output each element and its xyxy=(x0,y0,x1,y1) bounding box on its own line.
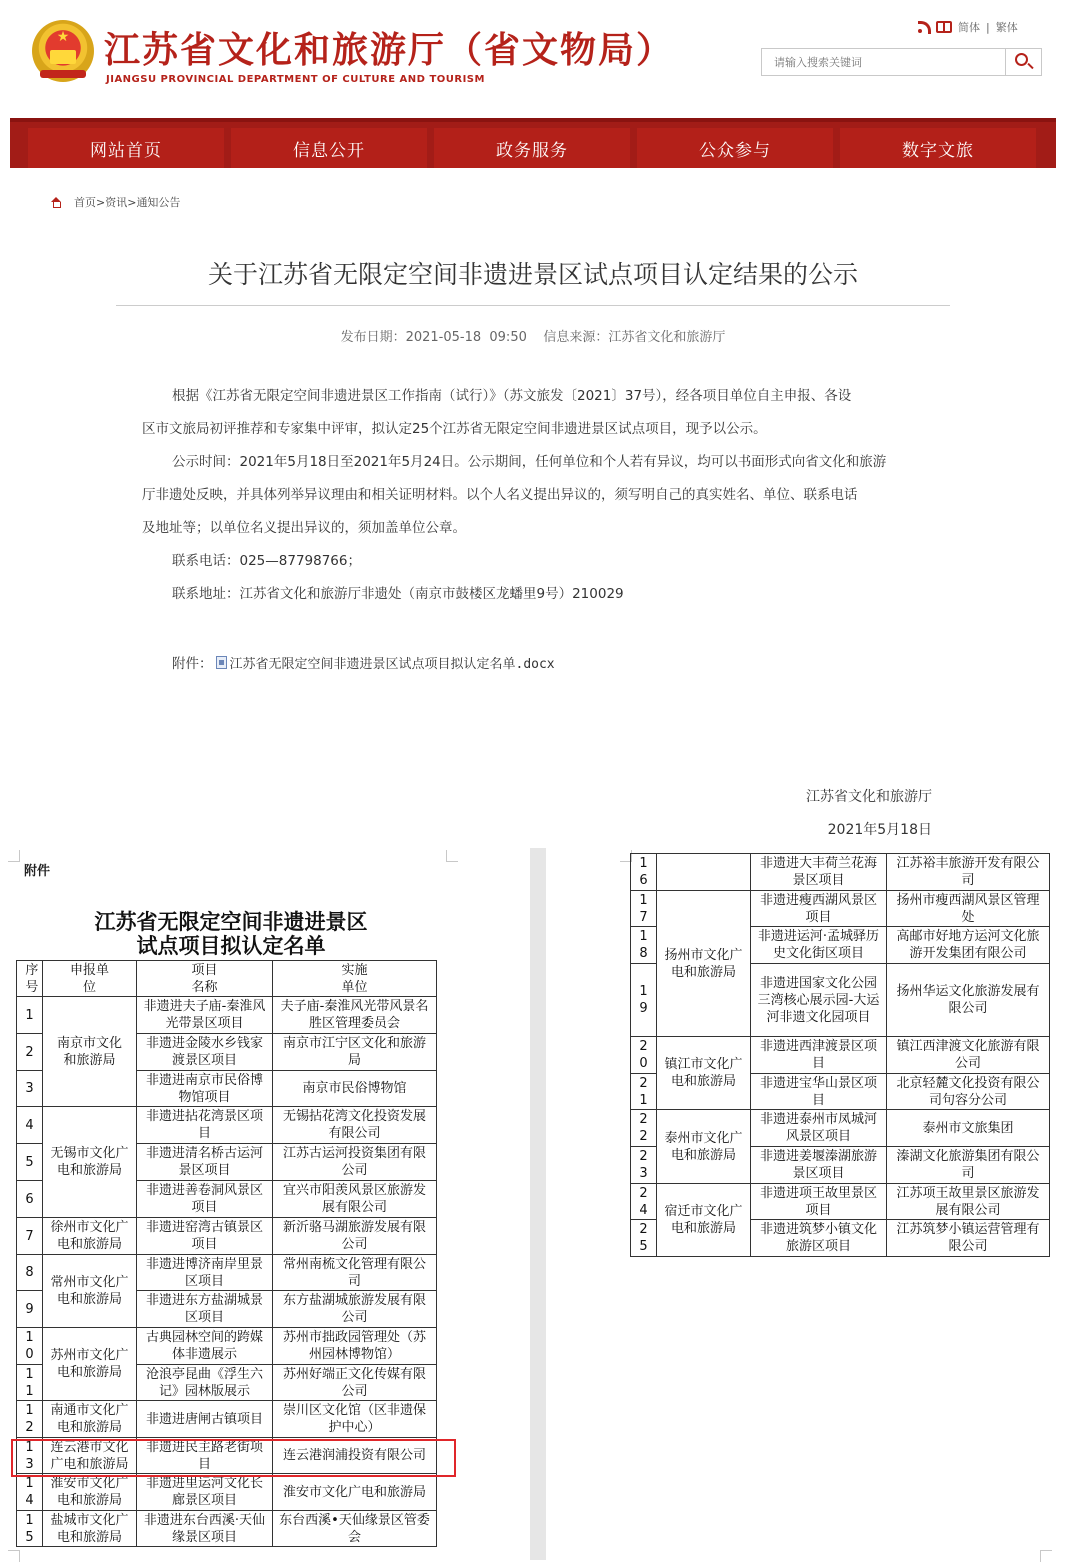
info-source: 信息来源：江苏省文化和旅游厅 xyxy=(543,330,726,345)
row-seq: 20 xyxy=(631,1037,657,1074)
impl-cell: 扬州华运文化旅游发展有限公司 xyxy=(887,964,1050,1037)
impl-cell: 无锡拈花湾文化投资发展有限公司 xyxy=(273,1107,437,1144)
row-seq: 1 xyxy=(17,997,43,1034)
publish-date: 发布日期：2021-05-18 09:50 xyxy=(340,330,527,345)
row-seq: 17 xyxy=(631,891,657,927)
project-cell: 非遗进清名桥古运河景区项目 xyxy=(137,1144,273,1181)
search-box xyxy=(761,48,1042,76)
row-seq: 3 xyxy=(17,1071,43,1107)
project-cell: 非遗进泰州市凤城河风景区项目 xyxy=(751,1110,887,1147)
impl-cell: 江苏古运河投资集团有限公司 xyxy=(273,1144,437,1181)
table-row xyxy=(631,1110,1050,1147)
table-row xyxy=(17,1107,437,1144)
paragraph-line: 厅非遗处反映，并具体列举异议理由和相关证明材料。以个人名义提出异议的，须写明自己的真实姓名、单位、联系电话 xyxy=(142,487,858,503)
table-row xyxy=(631,1184,1050,1220)
table-row xyxy=(17,997,437,1034)
project-cell: 非遗进大丰荷兰花海景区项目 xyxy=(751,854,887,891)
project-cell: 非遗进夫子庙-秦淮风光带景区项目 xyxy=(137,997,273,1034)
signature-date: 2021年5月18日 xyxy=(827,822,932,838)
document-label: 附件 xyxy=(24,864,51,879)
unit-cell: 徐州市文化广电和旅游局 xyxy=(43,1218,137,1255)
impl-cell: 北京轻麓文化投资有限公司句容分公司 xyxy=(887,1074,1050,1110)
crop-mark xyxy=(8,1550,20,1562)
impl-cell: 崇川区文化馆（区非遗保护中心） xyxy=(273,1401,437,1438)
breadcrumb-home[interactable]: 首页 xyxy=(74,196,96,209)
row-seq: 13 xyxy=(17,1438,43,1474)
row-seq: 23 xyxy=(631,1147,657,1184)
lang-traditional[interactable]: 繁体 xyxy=(995,21,1018,34)
impl-cell: 淮安市文化广电和旅游局 xyxy=(273,1474,437,1511)
row-seq: 10 xyxy=(17,1328,43,1365)
attachment-label: 附件： xyxy=(172,656,213,672)
project-cell: 非遗进拈花湾景区项目 xyxy=(137,1107,273,1144)
impl-cell: 常州南梳文化管理有限公司 xyxy=(273,1255,437,1291)
lang-simplified[interactable]: 简体 xyxy=(958,21,980,34)
impl-cell: 新沂骆马湖旅游发展有限公司 xyxy=(273,1218,437,1255)
document-title: 江苏省无限定空间非遗进景区 xyxy=(94,909,368,934)
row-seq: 15 xyxy=(17,1511,43,1547)
header-impl: 实施单位 xyxy=(273,961,437,997)
impl-cell: 镇江西津渡文化旅游有限公司 xyxy=(887,1037,1050,1074)
table-row xyxy=(17,1511,437,1547)
signature-org: 江苏省文化和旅游厅 xyxy=(806,789,932,805)
impl-cell: 东方盐湖城旅游发展有限公司 xyxy=(273,1291,437,1328)
unit-cell: 镇江市文化广电和旅游局 xyxy=(657,1037,751,1110)
unit-cell: 无锡市文化广电和旅游局 xyxy=(43,1107,137,1218)
unit-cell: 苏州市文化广电和旅游局 xyxy=(43,1328,137,1401)
project-cell: 非遗进窑湾古镇景区项目 xyxy=(137,1218,273,1255)
document-icon xyxy=(216,656,227,669)
unit-cell: 连云港市文化广电和旅游局 xyxy=(43,1438,137,1474)
nav-public-participation[interactable]: 公众参与 xyxy=(637,128,833,168)
title-divider xyxy=(116,305,950,306)
project-cell: 非遗进南京市民俗博物馆项目 xyxy=(137,1071,273,1107)
row-seq: 8 xyxy=(17,1255,43,1291)
impl-cell: 江苏裕丰旅游开发有限公司 xyxy=(887,854,1050,891)
nav-gov-service[interactable]: 政务服务 xyxy=(434,128,630,168)
breadcrumb xyxy=(50,194,180,210)
unit-cell: 泰州市文化广电和旅游局 xyxy=(657,1110,751,1184)
row-seq: 5 xyxy=(17,1144,43,1181)
crop-mark xyxy=(8,850,20,862)
row-seq: 12 xyxy=(17,1401,43,1438)
project-cell: 非遗进运河·孟城驿历史文化街区项目 xyxy=(751,927,887,964)
row-seq: 19 xyxy=(631,964,657,1037)
unit-cell: 扬州市文化广电和旅游局 xyxy=(657,891,751,1037)
book-icon[interactable] xyxy=(936,21,952,33)
project-cell: 非遗进民主路老街项目 xyxy=(137,1438,273,1474)
project-cell: 非遗进唐闸古镇项目 xyxy=(137,1401,273,1438)
impl-cell: 江苏筑梦小镇运营管理有限公司 xyxy=(887,1220,1050,1257)
project-table-right xyxy=(630,853,1050,1257)
unit-cell: 盐城市文化广电和旅游局 xyxy=(43,1511,137,1547)
paragraph-line: 根据《江苏省无限定空间非遗进景区工作指南（试行）》（苏文旅发〔2021〕37号），经各项目单位自主申报、各设 xyxy=(172,388,852,404)
impl-cell: 南京市民俗博物馆 xyxy=(273,1071,437,1107)
page-gutter xyxy=(530,848,546,1560)
impl-cell: 苏州好端正文化传媒有限公司 xyxy=(273,1365,437,1401)
header-unit: 申报单位 xyxy=(43,961,137,997)
crop-mark xyxy=(446,850,458,862)
impl-cell: 苏州市拙政园管理处（苏州园林博物馆） xyxy=(273,1328,437,1365)
row-seq: 4 xyxy=(17,1107,43,1144)
breadcrumb-notice[interactable]: 通知公告 xyxy=(136,196,181,209)
impl-cell: 宜兴市阳羡风景区旅游发展有限公司 xyxy=(273,1181,437,1218)
search-icon xyxy=(1015,53,1028,66)
breadcrumb-news[interactable]: 资讯 xyxy=(105,196,128,209)
paragraph-line: 区市文旅局初评推荐和专家集中评审，拟认定25个江苏省无限定空间非遗进景区试点项目，现予以公示。 xyxy=(142,421,767,437)
impl-cell: 溱湖文化旅游集团有限公司 xyxy=(887,1147,1050,1184)
row-seq: 21 xyxy=(631,1074,657,1110)
paragraph-line: 及地址等；以单位名义提出异议的，须加盖单位公章。 xyxy=(142,520,466,536)
attachment-link[interactable]: 江苏省无限定空间非遗进景区试点项目拟认定名单.docx xyxy=(229,656,555,672)
impl-cell: 江苏项王故里景区旅游发展有限公司 xyxy=(887,1184,1050,1220)
row-seq: 25 xyxy=(631,1220,657,1257)
row-seq: 7 xyxy=(17,1218,43,1255)
row-seq: 18 xyxy=(631,927,657,964)
table-row xyxy=(17,1328,437,1365)
home-icon xyxy=(50,197,62,207)
impl-cell: 南京市江宁区文化和旅游局 xyxy=(273,1034,437,1071)
impl-cell: 夫子庙-秦淮风光带风景名胜区管理委员会 xyxy=(273,997,437,1034)
unit-cell-empty xyxy=(657,854,751,891)
project-cell: 非遗进国家文化公园三湾核心展示园-大运河非遗文化园项目 xyxy=(751,964,887,1037)
project-cell: 非遗进东台西溪·天仙缘景区项目 xyxy=(137,1511,273,1547)
paragraph-line: 公示时间：2021年5月18日至2021年5月24日。公示期间，任何单位和个人若有异议，均可以书面形式向省文化和旅游 xyxy=(172,454,887,470)
project-cell: 非遗进项王故里景区项目 xyxy=(751,1184,887,1220)
row-seq: 6 xyxy=(17,1181,43,1218)
project-cell: 古典园林空间的跨媒体非遗展示 xyxy=(137,1328,273,1365)
top-links xyxy=(918,18,1018,36)
article-title: 关于江苏省无限定空间非遗进景区试点项目认定结果的公示 xyxy=(207,260,858,289)
article-meta xyxy=(0,326,1066,345)
project-cell: 非遗进瘦西湖风景区项目 xyxy=(751,891,887,927)
nav-home[interactable]: 网站首页 xyxy=(28,128,224,168)
impl-cell: 扬州市瘦西湖风景区管理处 xyxy=(887,891,1050,927)
unit-cell: 南京市文化和旅游局 xyxy=(43,997,137,1107)
row-seq: 2 xyxy=(17,1034,43,1071)
unit-cell: 宿迁市文化广电和旅游局 xyxy=(657,1184,751,1257)
rss-icon[interactable] xyxy=(918,21,930,33)
table-row xyxy=(17,1474,437,1511)
paragraph xyxy=(142,380,938,611)
header-seq: 序号 xyxy=(17,961,43,997)
project-cell: 非遗进里运河文化长廊景区项目 xyxy=(137,1474,273,1511)
table-row xyxy=(631,854,1050,891)
table-row xyxy=(17,1218,437,1255)
project-cell: 非遗进博济南岸里景区项目 xyxy=(137,1255,273,1291)
project-cell: 非遗进姜堰溱湖旅游景区项目 xyxy=(751,1147,887,1184)
row-seq: 24 xyxy=(631,1184,657,1220)
impl-cell: 东台西溪•天仙缘景区管委会 xyxy=(273,1511,437,1547)
impl-cell: 泰州市文旅集团 xyxy=(887,1110,1050,1147)
header-project: 项目名称 xyxy=(137,961,273,997)
project-cell: 沧浪亭昆曲《浮生六记》园林版展示 xyxy=(137,1365,273,1401)
row-seq: 14 xyxy=(17,1474,43,1511)
highlight-box xyxy=(11,1439,456,1477)
table-row xyxy=(631,1037,1050,1074)
contact-address: 联系地址：江苏省文化和旅游厅非遗处（南京市鼓楼区龙蟠里9号）210029 xyxy=(172,586,624,602)
row-seq: 9 xyxy=(17,1291,43,1328)
project-cell: 非遗进西津渡景区项目 xyxy=(751,1037,887,1074)
crop-mark xyxy=(1040,1550,1052,1562)
row-seq: 22 xyxy=(631,1110,657,1147)
impl-cell: 连云港润浦投资有限公司 xyxy=(273,1438,437,1474)
site-subtitle: JIANGSU PROVINCIAL DEPARTMENT OF CULTURE AND TOURISM xyxy=(106,74,485,85)
site-title[interactable]: 江苏省文化和旅游厅（省文物局） xyxy=(104,29,675,71)
nav-info-public[interactable]: 信息公开 xyxy=(231,128,427,168)
contact-phone: 联系电话：025—87798766； xyxy=(172,553,361,569)
table-header-row xyxy=(17,961,437,997)
project-cell: 非遗进筑梦小镇文化旅游区项目 xyxy=(751,1220,887,1257)
unit-cell: 南通市文化广电和旅游局 xyxy=(43,1401,137,1438)
document-subtitle: 试点项目拟认定名单 xyxy=(136,933,326,958)
unit-cell: 淮安市文化广电和旅游局 xyxy=(43,1474,137,1511)
search-input[interactable] xyxy=(762,49,1006,75)
project-cell: 非遗进东方盐湖城景区项目 xyxy=(137,1291,273,1328)
impl-cell: 高邮市好地方运河文化旅游开发集团有限公司 xyxy=(887,927,1050,964)
search-button[interactable] xyxy=(1005,49,1041,75)
nav-digital-tourism[interactable]: 数字文旅 xyxy=(840,128,1036,168)
attachment xyxy=(172,652,555,672)
main-nav xyxy=(10,118,1056,168)
breadcrumb-sep: > xyxy=(96,195,106,209)
site-header xyxy=(0,0,1066,118)
project-cell: 非遗进金陵水乡钱家渡景区项目 xyxy=(137,1034,273,1071)
breadcrumb-sep: > xyxy=(127,195,137,209)
lang-separator: | xyxy=(986,20,990,34)
project-cell: 非遗进宝华山景区项目 xyxy=(751,1074,887,1110)
unit-cell: 常州市文化广电和旅游局 xyxy=(43,1255,137,1328)
national-emblem-icon: ★ xyxy=(32,20,94,82)
row-seq: 16 xyxy=(631,854,657,891)
table-row xyxy=(17,1401,437,1438)
row-seq: 11 xyxy=(17,1365,43,1401)
table-row xyxy=(631,891,1050,927)
table-row xyxy=(17,1255,437,1291)
project-cell: 非遗进善卷洞风景区项目 xyxy=(137,1181,273,1218)
